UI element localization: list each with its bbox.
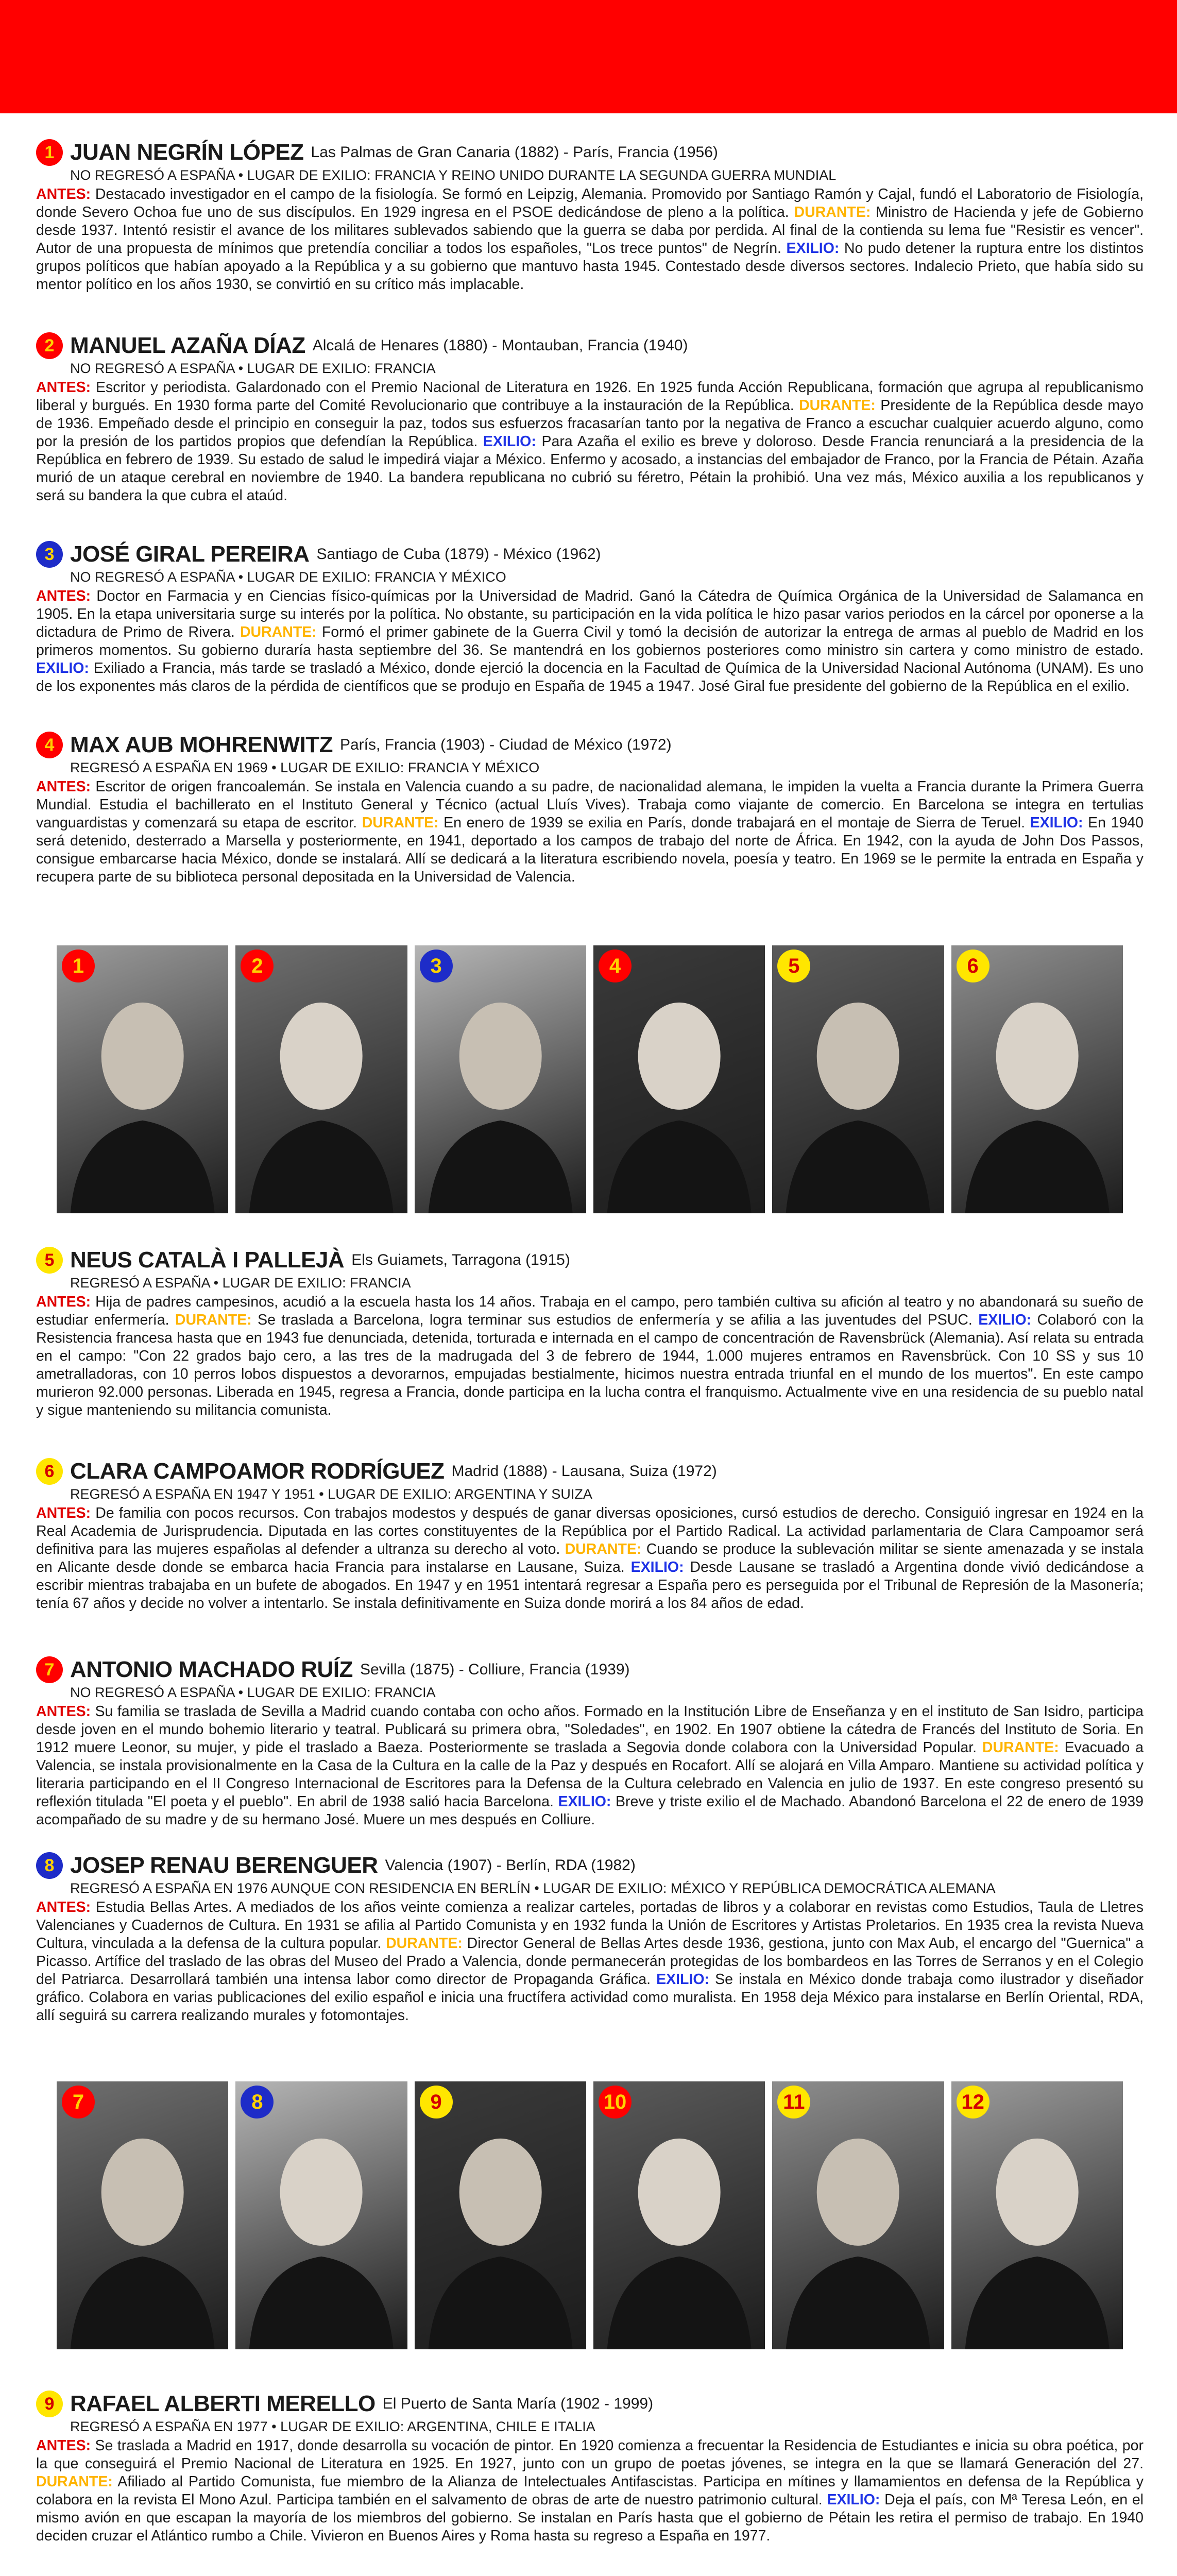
portrait-photo xyxy=(57,945,228,1213)
portrait-photo xyxy=(235,2081,407,2349)
keyword-durante: DURANTE: xyxy=(240,624,317,640)
keyword-exilio: EXILIO: xyxy=(827,2492,880,2508)
person-name: JOSEP RENAU BERENGUER xyxy=(70,1853,378,1878)
keyword-antes: ANTES: xyxy=(36,1899,91,1916)
keyword-durante: DURANTE: xyxy=(362,815,439,831)
paragraph-exilio: Se instala en México donde trabaja como ilustrador y diseñador gráfico. Colabora en varias publicaciones del exilio español e inicia una fructífera actividad como muralista. En 1958 deja México para instalarse en Berlín Oriental, RDA, allí seguirá su carrera realizando murales y fotomontajes. xyxy=(36,1971,1144,2024)
portrait-photo xyxy=(951,2081,1123,2349)
exile-summary: NO REGRESÓ A ESPAÑA • LUGAR DE EXILIO: FRANCIA Y REINO UNIDO DURANTE LA SEGUNDA GUERRA MUNDIAL xyxy=(70,167,837,183)
portrait-silhouette-icon xyxy=(772,945,944,1213)
paragraph-durante: Formó el primer gabinete de la Guerra Civil y tomó la decisión de autorizar la entrega de armas al pueblo de Madrid en los primeros momentos. Su gobierno duraría hasta septiembre del 36. Se mantendrá en los gobiernos posteriores como ministro sin cartera y como ministro de estado. xyxy=(36,624,1144,658)
paragraph-antes: Hija de padres campesinos, acudió a la escuela hasta los 14 años. Trabaja en el campo, pero también cultiva su afición al teatro y no abandonará su sueño de estudiar enfermería. xyxy=(36,1294,1144,1328)
bio-header xyxy=(36,541,1144,568)
keyword-antes: ANTES: xyxy=(36,1505,91,1521)
paragraph-antes: De familia con pocos recursos. Con trabajos modestos y después de ganar diversas oposiciones, cursó estudios de derecho. Consiguió ingresar en 1924 en la Real Academia de Jurisprudencia. Diputada en las cortes constituyentes de la República por el Partido Radical. La actividad parlamentaria de Clara Campoamor será definitiva para las mujeres españolas al defender a ultranza su derecho al voto. xyxy=(36,1505,1144,1557)
bio-entry xyxy=(36,1852,1144,2025)
paragraph-exilio: No pudo detener la ruptura entre los distintos grupos políticos que habían apoyado a la República y a su gobierno que mantuvo hasta 1945. Contestado desde diversos sectores. Indalecio Prieto, que había sido su mentor político en los años 1930, se convirtió en su crítico más implacable. xyxy=(36,240,1144,293)
birth-death-places: El Puerto de Santa María (1902 - 1999) xyxy=(382,2395,654,2412)
portrait-photo xyxy=(57,2081,228,2349)
bio-text xyxy=(36,1899,1144,2025)
person-name: JOSÉ GIRAL PEREIRA xyxy=(70,541,310,567)
bio-text xyxy=(36,1504,1144,1613)
number-badge: 6 xyxy=(36,1458,63,1485)
portrait-photo xyxy=(415,945,586,1213)
number-badge: 1 xyxy=(36,139,63,166)
portrait-number-badge: 7 xyxy=(62,2086,95,2119)
keyword-antes: ANTES: xyxy=(36,186,91,202)
portrait-number-badge: 8 xyxy=(241,2086,274,2119)
keyword-durante: DURANTE: xyxy=(799,397,876,414)
portrait-strip xyxy=(57,945,1123,1213)
portrait-silhouette-icon xyxy=(593,945,765,1213)
bio-header xyxy=(36,1852,1144,1879)
bio-text xyxy=(36,185,1144,294)
keyword-antes: ANTES: xyxy=(36,2437,91,2454)
bio-header xyxy=(36,1247,1144,1274)
bio-text xyxy=(36,587,1144,696)
birth-death-places: París, Francia (1903) - Ciudad de México (1972) xyxy=(339,736,672,753)
paragraph-durante: Cuando se produce la sublevación militar se siente amenazada y se instala en Alicante desde donde se embarca hacia Francia para instalarse en Lausane, Suiza. xyxy=(36,1541,1144,1575)
portrait-photo xyxy=(951,945,1123,1213)
keyword-durante: DURANTE: xyxy=(36,2473,113,2490)
paragraph-exilio: Desde Lausane se trasladó a Argentina donde vivió dedicándose a escribir mientras trabajaba en un bufete de abogados. En 1947 y en 1951 intentará regresar a España pero es perseguida por el Tribunal de Represión de la Masonería; tenía 67 años y decide no volver a intentarlo. Se instala definitivamente en Suiza donde morirá a los 84 años de edad. xyxy=(36,1559,1144,1612)
portrait-silhouette-icon xyxy=(772,2081,944,2349)
keyword-exilio: EXILIO: xyxy=(483,433,536,450)
paragraph-durante: Se traslada a Barcelona, logra terminar sus estudios de enfermería y se afilia a las juventudes del PSUC. xyxy=(258,1312,973,1328)
top-red-banner xyxy=(0,0,1177,113)
keyword-antes: ANTES: xyxy=(36,588,91,604)
keyword-durante: DURANTE: xyxy=(175,1312,252,1328)
portrait-silhouette-icon xyxy=(415,2081,586,2349)
paragraph-antes: Destacado investigador en el campo de la fisiología. Se formó en Leipzig, Alemania. Promovido por Santiago Ramón y Cajal, fundó el Laboratorio de Fisiología, donde Severo Ochoa fue uno de sus discípulos. En 1929 ingresa en el PSOE dedicándose de pleno a la política. xyxy=(36,186,1144,221)
portrait-number-badge: 10 xyxy=(599,2086,632,2119)
portrait-photo xyxy=(593,2081,765,2349)
portrait-photo xyxy=(593,945,765,1213)
portrait-silhouette-icon xyxy=(951,2081,1123,2349)
bio-text xyxy=(36,1703,1144,1829)
number-badge: 2 xyxy=(36,332,63,359)
person-name: MANUEL AZAÑA DÍAZ xyxy=(70,333,305,358)
birth-death-places: Els Guiamets, Tarragona (1915) xyxy=(351,1251,570,1268)
keyword-exilio: EXILIO: xyxy=(558,1793,611,1810)
portrait-silhouette-icon xyxy=(951,945,1123,1213)
exile-summary: NO REGRESÓ A ESPAÑA • LUGAR DE EXILIO: FRANCIA xyxy=(70,361,436,376)
portrait-photo xyxy=(235,945,407,1213)
portrait-number-badge: 12 xyxy=(957,2086,990,2119)
exile-summary: REGRESÓ A ESPAÑA • LUGAR DE EXILIO: FRANCIA xyxy=(70,1275,411,1291)
paragraph-exilio: Breve y triste exilio el de Machado. Abandonó Barcelona el 22 de enero de 1939 acompañado de su madre y de su hermano José. Muere un mes después en Colliure. xyxy=(36,1793,1144,1828)
bio-text xyxy=(36,778,1144,886)
bio-entry xyxy=(36,2391,1144,2545)
paragraph-antes: Escritor y periodista. Galardonado con el Premio Nacional de Literatura en 1926. En 1925 funda Acción Republicana, formación que agrupa al republicanismo liberal y burgués. En 1930 forma parte del Comité Revolucionario que contribuye a la instauración de la República. xyxy=(36,379,1144,414)
bio-text xyxy=(36,1293,1144,1419)
portrait-silhouette-icon xyxy=(593,2081,765,2349)
bio-header xyxy=(36,332,1144,359)
keyword-exilio: EXILIO: xyxy=(656,1971,710,1988)
person-name: NEUS CATALÀ I PALLEJÀ xyxy=(70,1247,345,1273)
exile-summary: REGRESÓ A ESPAÑA EN 1976 AUNQUE CON RESIDENCIA EN BERLÍN • LUGAR DE EXILIO: MÉXICO Y REPÚBLICA DEMOCRÁTICA ALEMANA xyxy=(70,1880,996,1896)
paragraph-antes: Doctor en Farmacia y en Ciencias físico-químicas por la Universidad de Madrid. Ganó la Cátedra de Química Orgánica de la Universidad de Salamanca en 1905. En la etapa universitaria surge su interés por la política. No obstante, su participación en la vida política le hizo pasar varios periodos en la cárcel por oponerse a la dictadura de Primo de Rivera. xyxy=(36,588,1144,640)
bio-header xyxy=(36,1458,1144,1485)
paragraph-exilio: Para Azaña el exilio es breve y doloroso. Desde Francia renunciará a la presidencia de la República en febrero de 1939. Su estado de salud le impedirá viajar a México. Enfermo y acosado, a instancias del embajador de Franco, por la Francia de Pétain. Azaña murió de un ataque cerebral en noviembre de 1940. La bandera republicana no cubrió su féretro, Pétain la prohibió. Una vez más, México auxilia a los republicanos y será su bandera la que cubra el ataúd. xyxy=(36,433,1144,504)
portrait-photo xyxy=(772,2081,944,2349)
bio-header xyxy=(36,139,1144,166)
person-name: ANTONIO MACHADO RUÍZ xyxy=(70,1657,353,1682)
keyword-exilio: EXILIO: xyxy=(630,1559,684,1575)
bio-header xyxy=(36,732,1144,758)
paragraph-exilio: Colaboró con la Resistencia francesa hasta que en 1943 fue denunciada, detenida, torturada e internada en el campo de concentración de Ravensbrück (Alemania). Así relata su entrada en el campo: "Con 22 grados bajo cero, a las tres de la madrugada del 3 de febrero de 1944, 1.000 mujeres entramos en Ravensbrück. Con 10 SS y sus 10 ametralladoras, con 10 perros lobos dispuestos a devorarnos, empujadas bestialmente, hicimos nuestra entrada triunfal en el mundo de los muertos". En este campo murieron 92.000 personas. Liberada en 1945, regresa a Francia, donde participa en la lucha contra el franquismo. Actualmente vive en una residencia de su pueblo natal y sigue manteniendo su militancia comunista. xyxy=(36,1312,1144,1418)
exile-summary: REGRESÓ A ESPAÑA EN 1977 • LUGAR DE EXILIO: ARGENTINA, CHILE E ITALIA xyxy=(70,2419,595,2434)
keyword-durante: DURANTE: xyxy=(794,204,871,221)
portrait-silhouette-icon xyxy=(415,945,586,1213)
portrait-strip xyxy=(57,2081,1123,2349)
exile-summary: REGRESÓ A ESPAÑA EN 1947 Y 1951 • LUGAR DE EXILIO: ARGENTINA Y SUIZA xyxy=(70,1486,592,1502)
birth-death-places: Valencia (1907) - Berlín, RDA (1982) xyxy=(385,1857,636,1874)
keyword-antes: ANTES: xyxy=(36,379,91,396)
paragraph-exilio: Exiliado a Francia, más tarde se trasladó a México, donde ejerció la docencia en la Facultad de Química de la Universidad Nacional Autónoma (UNAM). Es uno de los exponentes más claros de la pérdida de científicos que se produjo en España de 1945 a 1947. José Giral fue presidente del gobierno de la República en el exilio. xyxy=(36,660,1144,694)
number-badge: 9 xyxy=(36,2391,63,2417)
paragraph-antes: Su familia se traslada de Sevilla a Madrid cuando contaba con ocho años. Formado en la Institución Libre de Enseñanza y en el instituto de San Isidro, participa desde joven en el mundo bohemio literario y teatral. Publicará su primera obra, "Soledades", en 1902. En 1907 obtiene la cátedra de Francés del Instituto de Soria. En 1912 muere Leonor, su mujer, y pide el traslado a Baeza. Posteriormente se traslada a Segovia donde colabora con la Universidad Popular. xyxy=(36,1703,1144,1756)
portrait-silhouette-icon xyxy=(235,945,407,1213)
paragraph-exilio: Deja el país, con Mª Teresa León, en el mismo avión en que escapan la mayoría de los miembros del gobierno. Se instalan en París hasta que el gobierno de Pétain les retira el permiso de trabajo. En 1940 deciden cruzar el Atlántico rumbo a Chile. Vivieron en Buenos Aires y Roma hasta su regreso a España en 1977. xyxy=(36,2492,1144,2544)
number-badge: 3 xyxy=(36,541,63,568)
paragraph-exilio: En 1940 será detenido, desterrado a Marsella y posteriormente, en 1941, deportado a los campos de trabajo del norte de África. En 1942, con la ayuda de John Dos Passos, consigue embarcarse hacia México, donde se instalará. Allí se dedicará a la literatura escribiendo novela, poesía y teatro. En 1969 se le permite la entrada en España y recupera parte de su biblioteca personal depositada en la Universidad de Valencia. xyxy=(36,815,1144,885)
paragraph-durante: Ministro de Hacienda y jefe de Gobierno desde 1937. Intentó resistir el avance de los militares sublevados sabiendo que la guerra se daba por perdida. Al final de la contienda su lema fue "Resistir es vencer". Autor de una propuesta de mínimos que pretendía conciliar a todos los españoles, "Los trece puntos" de Negrín. xyxy=(36,204,1144,257)
bio-text xyxy=(36,379,1144,505)
birth-death-places: Sevilla (1875) - Colliure, Francia (1939) xyxy=(360,1661,630,1678)
number-badge: 7 xyxy=(36,1656,63,1683)
person-name: CLARA CAMPOAMOR RODRÍGUEZ xyxy=(70,1459,445,1484)
paragraph-durante: En enero de 1939 se exilia en París, donde trabajará en el montaje de Sierra de Teruel. xyxy=(443,815,1026,831)
keyword-durante: DURANTE: xyxy=(982,1739,1059,1756)
portrait-number-badge: 11 xyxy=(777,2086,810,2119)
exile-summary: NO REGRESÓ A ESPAÑA • LUGAR DE EXILIO: FRANCIA Y MÉXICO xyxy=(70,569,506,585)
paragraph-durante: Presidente de la República desde mayo de 1936. Empeñado desde el principio en conseguir la paz, todos sus esfuerzos fracasarían tanto por la negativa de Franco a escuchar cualquier acuerdo alguno, como por la presión de los partidos propios que defendían la República. xyxy=(36,397,1144,450)
bio-header xyxy=(36,2391,1144,2417)
keyword-antes: ANTES: xyxy=(36,778,91,795)
paragraph-antes: Estudia Bellas Artes. A mediados de los años veinte comienza a realizar carteles, portadas de libros y a colaborar en revistas como Estudios, Taula de Lletres Valencianes y Cuadernos de Cultura. En 1931 se afilia al Partido Comunista y en 1932 funda la Unión de Escritores y Artistas Proletarios. En 1935 crea la revista Nueva Cultura, vinculada a la defensa de la cultura popular. xyxy=(36,1899,1144,1952)
bio-header xyxy=(36,1656,1144,1683)
bio-entry xyxy=(36,1458,1144,1613)
bio-entry xyxy=(36,1247,1144,1419)
birth-death-places: Santiago de Cuba (1879) - México (1962) xyxy=(316,546,601,563)
birth-death-places: Madrid (1888) - Lausana, Suiza (1972) xyxy=(451,1463,717,1480)
portrait-number-badge: 1 xyxy=(62,950,95,982)
birth-death-places: Las Palmas de Gran Canaria (1882) - París, Francia (1956) xyxy=(311,144,718,161)
portrait-number-badge: 5 xyxy=(777,950,810,982)
person-name: MAX AUB MOHRENWITZ xyxy=(70,732,333,757)
birth-death-places: Alcalá de Henares (1880) - Montauban, Francia (1940) xyxy=(312,337,688,354)
number-badge: 4 xyxy=(36,732,63,758)
person-name: JUAN NEGRÍN LÓPEZ xyxy=(70,140,304,165)
keyword-antes: ANTES: xyxy=(36,1703,91,1720)
bio-entry xyxy=(36,541,1144,696)
person-name: RAFAEL ALBERTI MERELLO xyxy=(70,2391,376,2416)
paragraph-antes: Escritor de origen francoalemán. Se instala en Valencia cuando a su padre, de nacionalidad alemana, le impiden la vuelta a Francia durante la Primera Guerra Mundial. Estudia el bachillerato en el Instituto General y Técnico (actual Lluís Vives). Trabaja como viajante de comercio. En Barcelona se integra en tertulias vanguardistas y comenzará su etapa de escritor. xyxy=(36,778,1144,831)
keyword-exilio: EXILIO: xyxy=(978,1312,1032,1328)
keyword-durante: DURANTE: xyxy=(386,1935,463,1952)
bio-text xyxy=(36,2437,1144,2545)
keyword-exilio: EXILIO: xyxy=(36,660,89,676)
exile-summary: REGRESÓ A ESPAÑA EN 1969 • LUGAR DE EXILIO: FRANCIA Y MÉXICO xyxy=(70,760,540,775)
number-badge: 8 xyxy=(36,1852,63,1879)
portrait-photo xyxy=(772,945,944,1213)
keyword-antes: ANTES: xyxy=(36,1294,91,1310)
portrait-number-badge: 2 xyxy=(241,950,274,982)
exile-summary: NO REGRESÓ A ESPAÑA • LUGAR DE EXILIO: FRANCIA xyxy=(70,1685,436,1700)
keyword-exilio: EXILIO: xyxy=(786,240,840,257)
paragraph-durante: Director General de Bellas Artes desde 1936, gestiona, junto con Max Aub, el encargo del "Guernica" a Picasso. Artífice del traslado de las obras del Museo del Prado a Valencia, donde permanecerán protegidas de los bombardeos en las Torres de Serranos y en el Colegio del Patriarca. Desarrollará también una intensa labor como director de Propaganda Gráfica. xyxy=(36,1935,1144,1988)
portrait-number-badge: 9 xyxy=(420,2086,453,2119)
portrait-silhouette-icon xyxy=(235,2081,407,2349)
paragraph-durante: Afiliado al Partido Comunista, fue miembro de la Alianza de Intelectuales Antifascistas. Participa en mítines y llamamientos en defensa de la República y colabora en la revista El Mono Azul. Participa también en el salvamento de obras de arte de nuestro patrimonio cultural. xyxy=(36,2473,1144,2508)
keyword-exilio: EXILIO: xyxy=(1030,815,1083,831)
paragraph-antes: Se traslada a Madrid en 1917, donde desarrolla su vocación de pintor. En 1920 comienza a frecuentar la Residencia de Estudiantes e inicia su obra poética, por la que conseguirá el Premio Nacional de Literatura en 1925. En 1927, junto con un grupo de poetas jóvenes, se integra en la que se llamará Generación del 27. xyxy=(36,2437,1144,2472)
bio-entry xyxy=(36,332,1144,505)
portrait-silhouette-icon xyxy=(57,2081,228,2349)
bio-entry xyxy=(36,1656,1144,1829)
portrait-number-badge: 3 xyxy=(420,950,453,982)
keyword-durante: DURANTE: xyxy=(565,1541,642,1557)
portrait-photo xyxy=(415,2081,586,2349)
bio-entry xyxy=(36,139,1144,294)
bio-entry xyxy=(36,732,1144,886)
portrait-silhouette-icon xyxy=(57,945,228,1213)
paragraph-durante: Evacuado a Valencia, se instala provisionalmente en la Casa de la Cultura en la calle de la Paz y después en Rocafort. Allí se alojará en Villa Amparo. Mantiene su actividad política y literaria participando en el II Congreso Internacional de Escritores para la Defensa de la Cultura celebrado en Valencia en julio de 1937. En este congreso presentó su reflexión titulada "El poeta y el pueblo". En abril de 1938 salió hacia Barcelona. xyxy=(36,1739,1144,1810)
number-badge: 5 xyxy=(36,1247,63,1274)
portrait-number-badge: 4 xyxy=(599,950,632,982)
portrait-number-badge: 6 xyxy=(957,950,990,982)
